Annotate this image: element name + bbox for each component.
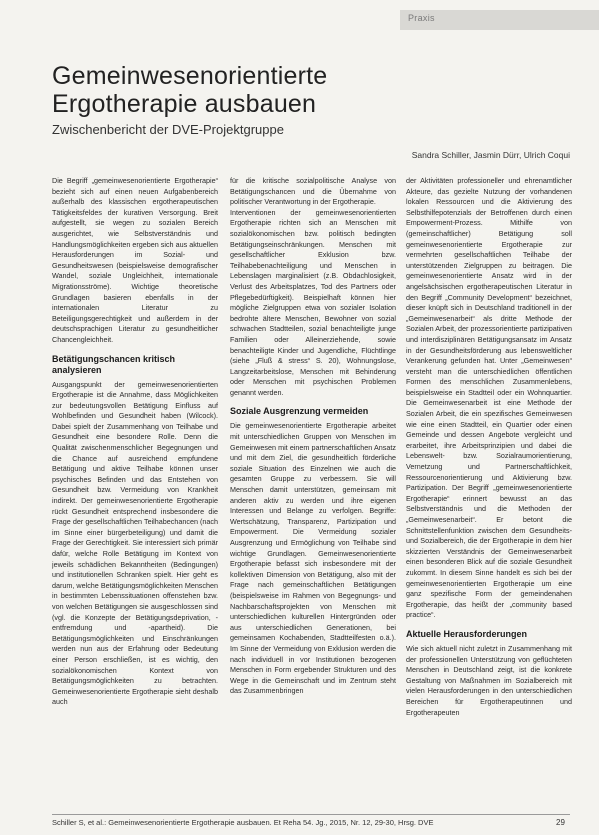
section-heading: Betätigungschancen kritisch analysieren bbox=[52, 353, 176, 375]
section-heading: Aktuelle Herausforderungen bbox=[406, 628, 528, 639]
article-subtitle: Zwischenbericht der DVE-Projektgruppe bbox=[52, 122, 284, 137]
article-title-line-2: Ergotherapie ausbauen bbox=[52, 90, 317, 118]
paragraph: Die gemeinwesenorientierte Ergotherapie arbeitet mit unterschiedlichen Gruppen von Menschen im Gemeinwesen mit einem partnerschaftlichen Ansatz und mit dem Ziel, die gesundheitlich förderliche soziale Situation des Einzelnen wie auch die gesamten Gruppe zu verbessern. Sie will Menschen damit unterstützen, gemeinsam mit anderen aktiv zu werden und ihre eigenen Interessen und Belange zu verfolgen. Begriffe: Wertschätzung, Transparenz, Partizipation und Empowerment. Die Vermeidung sozialer Ausgrenzung und Ermöglichung von Teilhabe sind wichtige Grundlagen. Gemeinwesenorientierte Ergotherapie befasst sich insbesondere mit der kollektiven Dimension von Betätigung, also mit der Frage nach gemeinschaftlichen Betätigungen (beispielsweise im Rahmen von Begegnungs- und Nachbarschaftsprojekten von Menschen mit unterschiedlichen kulturellen Hintergründen oder aus unterschiedlichen Generationen, bei gemeinsamen Kochabenden, Stadtteilfesten o.ä.). Im Sinne der Vermeidung von Exklusion werden die nach individuell in vor Institutionen bezogenen Menschen in Form ergebender Strukturen und des Wege in die Gemeinschaft und im Zentrum steht das Zusammenbringen bbox=[230, 421, 396, 696]
paragraph: Die Begriff „gemeinwesenorientierte Ergotherapie“ bezieht sich auf einen neuen Aufgabenbereich außerhalb des klassischen ergotherapeutischen Tätigkeitsfeldes der kurativen Versorgung. Breit aufgestellt, sie wegen zu sozialen Bereich ausgerichtet, wie Selbstverständnis und Handlungsmöglichkeiten ergeben sich aus aktuellen Herausforderungen im Sozial- und Gesundheitswesen (beispielsweise demografischer Wandel, soziale Ungleichheit, internationale Migrationsströme). Wichtige theoretische Grundlagen basieren ebenfalls in der internationalen Literatur zu Beteiligungsgerechtigkeit und außerdem in der deutschsprachigen Literatur zu gesundheitlicher Chancengleichheit. bbox=[52, 176, 218, 344]
paragraph: Wie sich aktuell nicht zuletzt in Zusammenhang mit der professionellen Unterstützung von geflüchteten Menschen in Deutschland zeigt, ist die konkrete Gestaltung von Maßnahmen im Sozialbereich mit vielen Herausforderungen in den unterschiedlichen Bereichen für Ergotherapeutinnen und Ergotherapeuten bbox=[406, 643, 572, 717]
article-title bbox=[52, 62, 327, 118]
page-number: 29 bbox=[556, 818, 565, 827]
footer-rule bbox=[52, 814, 570, 815]
text-column-2 bbox=[230, 176, 396, 697]
paragraph: der Aktivitäten professioneller und ehrenamtlicher Akteure, das gezielte Nutzung der vorhandenen lokalen Ressourcen und die Aktivierung des Selbsthilfepotenzials der Betroffenen durch einen Empowerment-Prozess. Mithilfe von (gemeinschaftlicher) Betätigung soll gemeinwesenorientierte Ergotherapie zur vermehrten gesellschaftlichen Teilhabe der unterstützenden Zielgruppen zu beitragen. Die gemeinwesenorientierte Ansatz wird in der angelsächsischen ergotherapeutischen Literatur in den Begriff „Community Development“ bezeichnet, dieser knüpft sich in Deutschland traditionell in der „Gemeinwesenarbeit“ als dritte Methode der Sozialen Arbeit, der prozessorientierte partizipativen und interdisziplinären Betätigungsansatz im Ansatz in der Gesundheitsförderung aus lebensweltlicher Verankerung gefunden hat. Unter „Gemeinwesen“ versteht man die unterschiedlichen öffentlichen Formen des menschlichen Zusammenlebens, beispielsweise ein Stadtteil oder ein Wohnquartier. Die Gemeinwesenarbeit ist eine Methode der Sozialen Arbeit, die ein spezifisches Gemeinwesen wie eine einen Stadtteil, ein Quartier oder einen Gemeinde und dessen Angebote vergleicht und erarbeitet, ihre Arbeitsprinzipien und dabei die Lebenswelt- bzw. Sozialraumorientierung, Vernetzung und Partnerschaftlichkeit, Ressourcenorientierung und Aktivierung bzw. Partizipation. Der Begriff „gemeinwesenorientierte Ergotherapie“ erinnert bewusst an das Selbstverständnis und die Methoden der „Gemeinwesenarbeit“. Er betont die Schnittstellenfunktion zwischen dem Gesundheits- und Sozialbereich, die der Ergotherapie in dem hier skizzierten Verständnis der Gemeinwesenarbeit einen besonderen Blick auf die soziale Gesundheit zukommt. In diesem Sinne handelt es sich bei der gemeinwesenorientierten Ergotherapie um eine ganz spezifische Form der gemeindenahen Ergotherapie, das heißt der „community based practice“. bbox=[406, 176, 572, 620]
paragraph: Ausgangspunkt der gemeinwesenorientierten Ergotherapie ist die Annahme, dass Möglichkeiten zur bedeutungsvollen Betätigung Einfluss auf Wohlbefinden und Gesundheit haben (Wilcock). Dabei spielt der Zusammenhang von Teilhabe und Gesundheit eine besondere Rolle. Denn die Qualität zwischenmenschlicher Begegnungen und die Chance auf ausreichend empfundene Betätigung und aktive Teilhabe können unser psychisches Befinden und das Entstehen von Gesundheit bzw. Vermeidung von Krankheit indirekt. Der gemeinwesenorientierte Ergotherapie rückt Gesundheit entsprechend insbesondere die Frage der gesellschaftlichen Teilhabechancen (nach im Sinne einer bürgerbeteiligung) und damit die Frage der Gerechtigkeit. Sie interessiert sich primär dafür, welche Rolle Betätigung im Kontext von jeweils schädlichen Bekanntheiten (Bedingungen) und institutionellen Schranken spielt. Hier geht es darum, welche Betätigungsmöglichkeiten Menschen in bestimmten Lebenssituationen offenstehen bzw. von welchen Betätigungen sie ausgeschlossen sind (vgl. die Konzepte der Betätigungsdeprivation, -entfremdung und -apartheid). Die Betätigungsmöglichkeiten und Einschränkungen werden nun aus der Erfahrung oder Bedeutung einer Person erschließen, ist es wichtig, den sozialökonomischen Kontext von Betätigungsmöglichkeiten zu betrachten. Gemeinwesenorientierte Ergotherapie sieht deshalb auch bbox=[52, 379, 218, 707]
article-authors: Sandra Schiller, Jasmin Dürr, Ulrich Coqui bbox=[411, 150, 570, 160]
text-column-3 bbox=[406, 176, 572, 718]
section-heading: Soziale Ausgrenzung vermeiden bbox=[230, 406, 369, 417]
footer-citation: Schiller S, et al.: Gemeinwesenorientierte Ergotherapie ausbauen. Et Reha 54. Jg., 2015, Nr. 12, 29-30, Hrsg. DVE bbox=[52, 818, 434, 827]
paragraph: für die kritische sozialpolitische Analyse von Betätigungschancen und die Übernahme von politischer Verantwortung in der Ergotherapie. bbox=[230, 176, 396, 207]
article-title-line-1: Gemeinwesenorientierte bbox=[52, 62, 328, 90]
section-label: Praxis bbox=[408, 13, 435, 23]
paragraph: Interventionen der gemeinwesenorientierten Ergotherapie richten sich an Menschen mit sozialökonomischen bzw. politisch bedingten Betätigungseinschränkungen. Menschen mit gesellschaftlicher Exklusion bzw. Teilhabebenachteiligung und Menschen in Lebenslagen marginalisiert (z.B. Obdachlosigkeit, Verlust des Arbeitsplatzes, Tod des Partners oder Pflegebedürftigkeit). Beispielhaft können hier mögliche Zielgruppen etwa von sozialer Isolation bedrohte ältere Menschen, Bewohner von sozial schwachen Stadtteilen, sozial benachteiligte junge Familien oder Alleinerziehende, sowie benachteiligte Kinder und Jugendliche, Flüchtlinge (siehe „Fluß & stress“ S. 20), Wohnungslose, Langzeitarbeitslose, Menschen mit Behinderung oder Menschen mit psychischen Problemen genannt werden. bbox=[230, 207, 396, 397]
text-column-1 bbox=[52, 176, 218, 708]
